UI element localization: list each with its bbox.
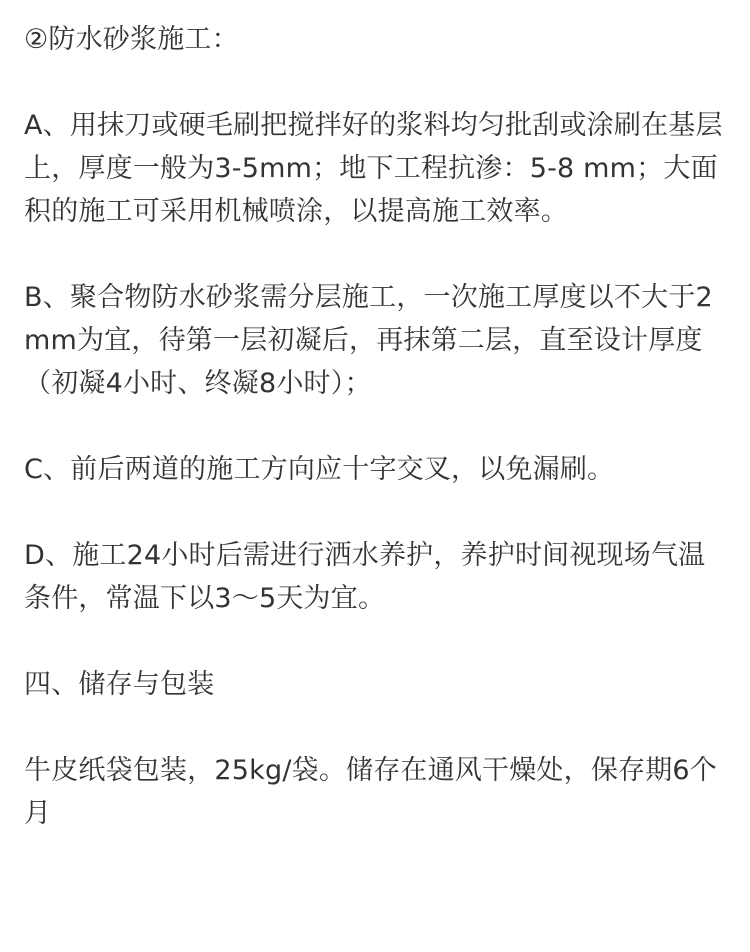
paragraph-storage-packaging: 牛皮纸袋包装，25kg/袋。储存在通风干燥处，保存期6个月 <box>24 755 718 829</box>
paragraph-spacer <box>24 233 724 276</box>
paragraph-spacer <box>24 61 724 104</box>
paragraph-step-c: C、前后两道的施工方向应十字交叉，以免漏刷。 <box>24 454 615 485</box>
section-heading-storage: 四、储存与包装 <box>24 669 215 700</box>
paragraph-spacer <box>24 620 724 663</box>
paragraph-spacer <box>24 491 724 534</box>
paragraph-spacer <box>24 405 724 448</box>
paragraph-step-a: A、用抹刀或硬毛刷把搅拌好的浆料均匀批刮或涂刷在基层上，厚度一般为3-5mm；地下工程抗渗：5-8 mm；大面积的施工可采用机械喷涂，以提高施工效率。 <box>24 110 723 227</box>
section-heading-construction: ②防水砂浆施工： <box>24 24 239 55</box>
paragraph-step-d: D、施工24小时后需进行洒水养护，养护时间视现场气温条件，常温下以3～5天为宜。 <box>24 540 706 614</box>
article-body <box>24 18 724 835</box>
paragraph-spacer <box>24 706 724 749</box>
paragraph-step-b: B、聚合物防水砂浆需分层施工，一次施工厚度以不大于2 mm为宜，待第一层初凝后，再抹第二层，直至设计厚度（初凝4小时、终凝8小时）； <box>24 282 713 399</box>
